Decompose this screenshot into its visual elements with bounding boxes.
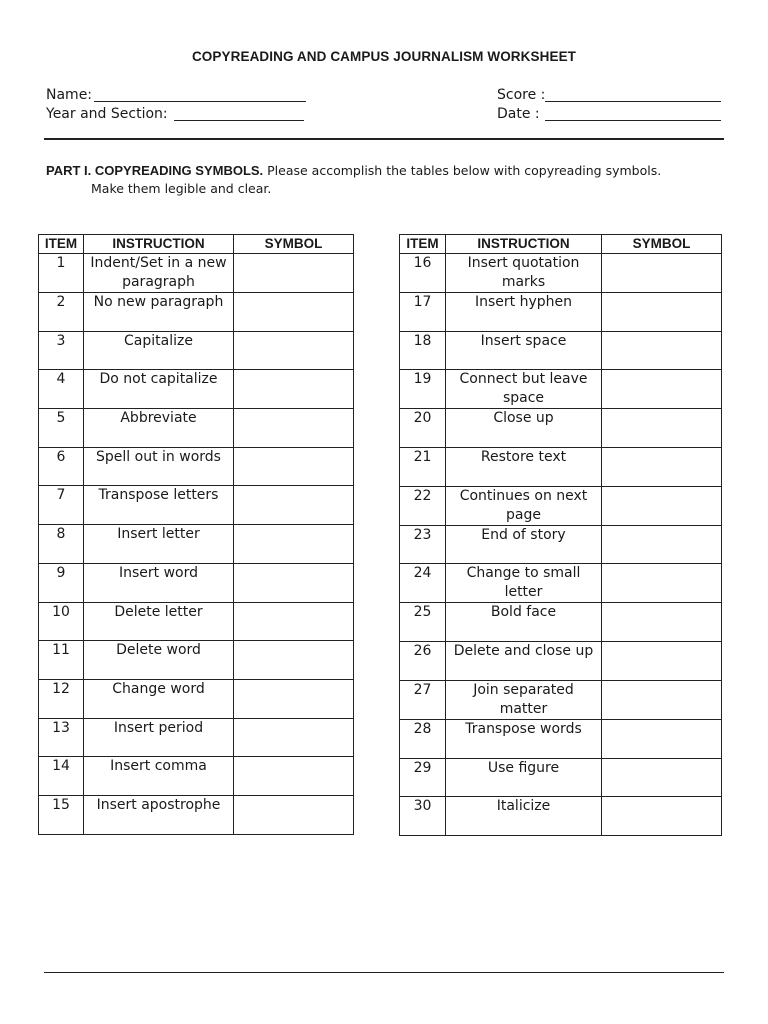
item-column-header: ITEM [39, 235, 84, 254]
table-row [400, 409, 722, 448]
instruction-cell: Use figure [446, 758, 602, 797]
part1-instruction-line1: Please accomplish the tables below with copyreading symbols. [263, 163, 662, 178]
item-column-header: ITEM [400, 235, 446, 254]
instruction-cell: Continues on next page [446, 486, 602, 525]
symbol-answer-cell[interactable] [602, 797, 722, 836]
symbol-column-header: SYMBOL [234, 235, 354, 254]
footer-divider [44, 972, 724, 973]
score-blank-line [545, 101, 721, 102]
item-number: 13 [39, 718, 84, 757]
instruction-cell: Indent/Set in a new paragraph [84, 254, 234, 293]
instruction-cell: Capitalize [84, 331, 234, 370]
instruction-cell: Insert space [446, 331, 602, 370]
symbol-answer-cell[interactable] [234, 718, 354, 757]
item-number: 11 [39, 641, 84, 680]
year-section-blank-line [174, 120, 304, 121]
score-label: Score : [497, 87, 546, 103]
item-number: 1 [39, 254, 84, 293]
symbols-table-left [38, 234, 354, 835]
item-number: 3 [39, 331, 84, 370]
table-row [400, 603, 722, 642]
item-number: 24 [400, 564, 446, 603]
symbol-answer-cell[interactable] [234, 679, 354, 718]
table-row [400, 486, 722, 525]
table-row [400, 370, 722, 409]
table-row [39, 563, 354, 602]
date-field[interactable] [497, 105, 540, 123]
symbol-answer-cell[interactable] [234, 331, 354, 370]
instruction-cell: No new paragraph [84, 293, 234, 332]
symbol-answer-cell[interactable] [234, 486, 354, 525]
symbol-answer-cell[interactable] [234, 757, 354, 796]
item-number: 18 [400, 331, 446, 370]
table-row [39, 795, 354, 834]
instruction-cell: Insert apostrophe [84, 795, 234, 834]
item-number: 6 [39, 447, 84, 486]
table-row [39, 757, 354, 796]
instruction-cell: Italicize [446, 797, 602, 836]
item-number: 27 [400, 680, 446, 719]
item-number: 29 [400, 758, 446, 797]
item-number: 23 [400, 525, 446, 564]
item-number: 19 [400, 370, 446, 409]
symbol-answer-cell[interactable] [234, 254, 354, 293]
item-number: 9 [39, 563, 84, 602]
table-row [39, 641, 354, 680]
symbol-column-header: SYMBOL [602, 235, 722, 254]
symbol-answer-cell[interactable] [602, 564, 722, 603]
table-row [39, 602, 354, 641]
symbol-answer-cell[interactable] [602, 719, 722, 758]
table-row [39, 525, 354, 564]
table-row [400, 293, 722, 332]
symbol-answer-cell[interactable] [234, 795, 354, 834]
symbol-answer-cell[interactable] [234, 409, 354, 448]
table-row [400, 642, 722, 681]
item-number: 7 [39, 486, 84, 525]
instruction-cell: Insert quotation marks [446, 254, 602, 293]
item-number: 5 [39, 409, 84, 448]
name-label: Name: [46, 87, 93, 103]
instruction-cell: End of story [446, 525, 602, 564]
table-row [39, 254, 354, 293]
table-row [400, 331, 722, 370]
instruction-cell: Insert letter [84, 525, 234, 564]
table-row [400, 719, 722, 758]
table-row [39, 370, 354, 409]
instruction-cell: Bold face [446, 603, 602, 642]
table-row [400, 680, 722, 719]
table-row [39, 718, 354, 757]
item-number: 28 [400, 719, 446, 758]
instruction-cell: Join separated matter [446, 680, 602, 719]
symbol-answer-cell[interactable] [602, 448, 722, 487]
header-divider [44, 138, 724, 140]
instruction-cell: Connect but leave space [446, 370, 602, 409]
instruction-cell: Insert word [84, 563, 234, 602]
item-number: 2 [39, 293, 84, 332]
table-row [39, 679, 354, 718]
name-blank-line [94, 101, 306, 102]
table-row [400, 758, 722, 797]
instruction-cell: Delete word [84, 641, 234, 680]
table-row [400, 448, 722, 487]
table-row [39, 447, 354, 486]
item-number: 10 [39, 602, 84, 641]
table-row [400, 525, 722, 564]
item-number: 12 [39, 679, 84, 718]
instruction-cell: Transpose letters [84, 486, 234, 525]
worksheet-title: COPYREADING AND CAMPUS JOURNALISM WORKSHEET [191, 49, 577, 64]
table-row [400, 564, 722, 603]
item-number: 21 [400, 448, 446, 487]
item-number: 14 [39, 757, 84, 796]
part1-instruction-line2: Make them legible and clear. [91, 180, 272, 196]
symbol-answer-cell[interactable] [602, 486, 722, 525]
symbol-answer-cell[interactable] [602, 409, 722, 448]
part1-heading: PART I. COPYREADING SYMBOLS. [46, 163, 264, 178]
symbol-answer-cell[interactable] [234, 602, 354, 641]
date-blank-line [545, 120, 721, 121]
symbol-answer-cell[interactable] [602, 758, 722, 797]
item-number: 30 [400, 797, 446, 836]
date-label: Date : [497, 106, 540, 122]
symbols-table-right [399, 234, 722, 836]
item-number: 4 [39, 370, 84, 409]
instruction-cell: Delete and close up [446, 642, 602, 681]
symbol-answer-cell[interactable] [234, 370, 354, 409]
symbol-answer-cell[interactable] [234, 525, 354, 564]
item-number: 17 [400, 293, 446, 332]
instruction-cell: Delete letter [84, 602, 234, 641]
symbol-answer-cell[interactable] [602, 331, 722, 370]
table-row [39, 293, 354, 332]
year-section-field[interactable] [46, 105, 168, 123]
item-number: 16 [400, 254, 446, 293]
symbol-answer-cell[interactable] [602, 370, 722, 409]
table-row [400, 797, 722, 836]
symbol-answer-cell[interactable] [602, 603, 722, 642]
instruction-cell: Do not capitalize [84, 370, 234, 409]
table-header-row [400, 235, 722, 254]
symbol-answer-cell[interactable] [602, 525, 722, 564]
table-row [39, 409, 354, 448]
score-field[interactable] [497, 86, 545, 104]
symbol-answer-cell[interactable] [234, 641, 354, 680]
item-number: 26 [400, 642, 446, 681]
name-field[interactable] [46, 86, 92, 104]
item-number: 22 [400, 486, 446, 525]
item-number: 8 [39, 525, 84, 564]
symbol-answer-cell[interactable] [602, 293, 722, 332]
item-number: 15 [39, 795, 84, 834]
item-number: 25 [400, 603, 446, 642]
instruction-cell: Change to small letter [446, 564, 602, 603]
instruction-cell: Insert hyphen [446, 293, 602, 332]
table-row [39, 331, 354, 370]
instruction-cell: Abbreviate [84, 409, 234, 448]
table-row [39, 486, 354, 525]
table-row [400, 254, 722, 293]
instruction-cell: Close up [446, 409, 602, 448]
instruction-column-header: INSTRUCTION [446, 235, 602, 254]
instruction-cell: Insert comma [84, 757, 234, 796]
symbol-answer-cell[interactable] [234, 447, 354, 486]
symbol-answer-cell[interactable] [234, 293, 354, 332]
symbol-answer-cell[interactable] [602, 642, 722, 681]
instruction-cell: Change word [84, 679, 234, 718]
item-number: 20 [400, 409, 446, 448]
table-header-row [39, 235, 354, 254]
symbol-answer-cell[interactable] [602, 680, 722, 719]
year-section-label: Year and Section: [46, 106, 168, 122]
part1-instructions [46, 162, 736, 197]
symbol-answer-cell[interactable] [602, 254, 722, 293]
instruction-cell: Transpose words [446, 719, 602, 758]
instruction-cell: Insert period [84, 718, 234, 757]
instruction-column-header: INSTRUCTION [84, 235, 234, 254]
symbol-answer-cell[interactable] [234, 563, 354, 602]
instruction-cell: Spell out in words [84, 447, 234, 486]
instruction-cell: Restore text [446, 448, 602, 487]
